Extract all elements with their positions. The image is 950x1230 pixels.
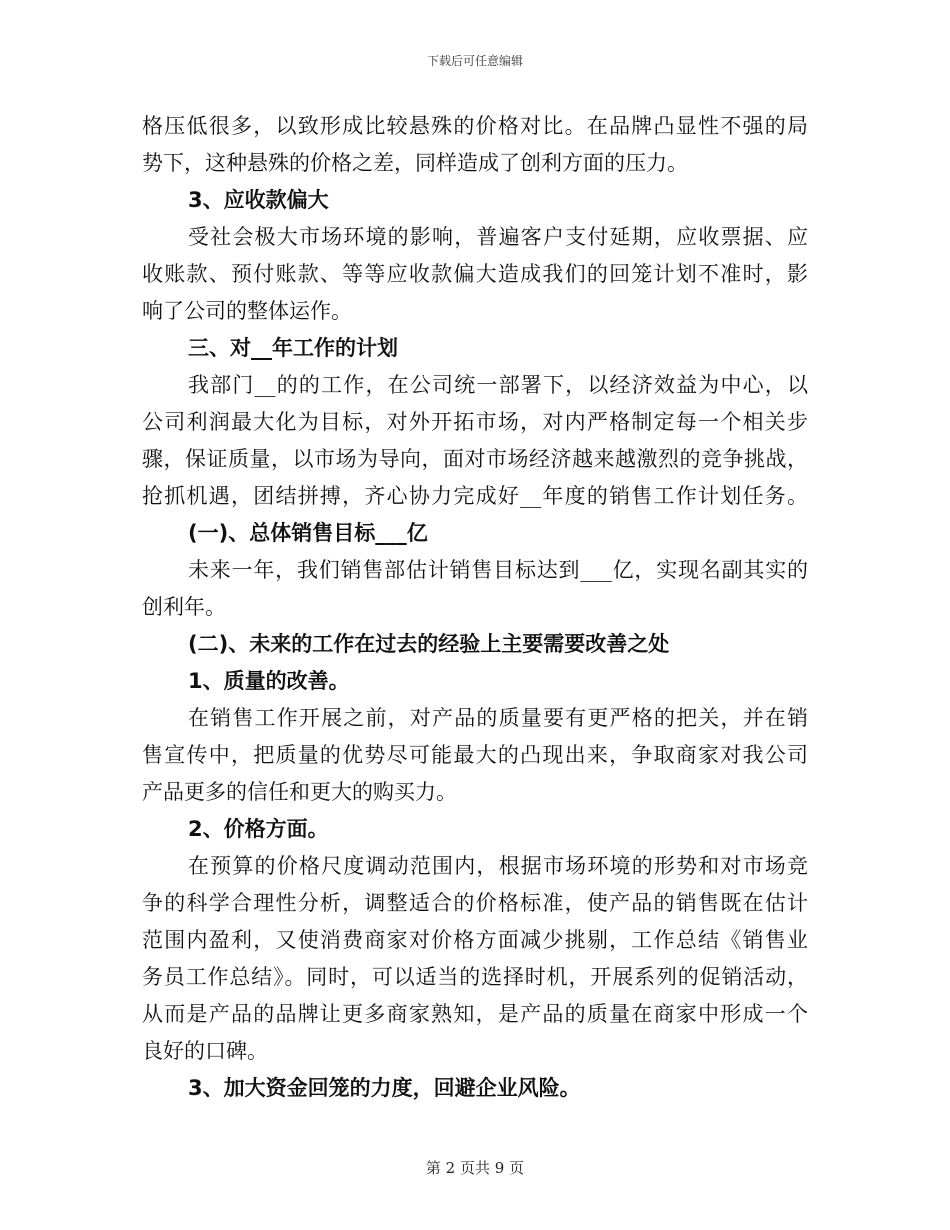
text-line: 售宣传中，把质量的优势尽可能最大的凸现出来，争取商家对我公司 bbox=[142, 743, 808, 767]
text-line: 在预算的价格尺度调动范围内，根据市场环境的形势和对市场竞 bbox=[188, 854, 808, 878]
text-line: 骤，保证质量，以市场为导向，面对市场经济越来越激烈的竞争挑战， bbox=[142, 447, 808, 471]
text-line: 我部门__的的工作，在公司统一部署下，以经济效益为中心，以 bbox=[188, 373, 808, 397]
text-line: 势下，这种悬殊的价格之差，同样造成了创利方面的压力。 bbox=[142, 151, 688, 175]
text-line: 从而是产品的品牌让更多商家熟知，是产品的质量在商家中形成一个 bbox=[142, 1002, 808, 1026]
text-line: 良好的口碑。 bbox=[142, 1039, 268, 1063]
section-heading: 2、价格方面。 bbox=[188, 817, 329, 841]
text-line: 未来一年，我们销售部估计销售目标达到___亿，实现名副其实的 bbox=[188, 558, 808, 582]
text-line: 争的科学合理性分析，调整适合的价格标准，使产品的销售既在估计 bbox=[142, 891, 808, 915]
page-footer: 第 2 页共 9 页 bbox=[425, 1159, 525, 1177]
text-line: 受社会极大市场环境的影响，普遍客户支付延期，应收票据、应 bbox=[188, 225, 808, 249]
section-heading: 3、加大资金回笼的力度，回避企业风险。 bbox=[188, 1076, 581, 1100]
page-header: 下载后可任意编辑 bbox=[426, 54, 523, 68]
text-line: 抢抓机遇，团结拼搏，齐心协力完成好__年度的销售工作计划任务。 bbox=[142, 484, 808, 508]
section-heading: 1、质量的改善。 bbox=[188, 669, 350, 693]
text-line: 收账款、预付账款、等等应收款偏大造成我们的回笼计划不准时，影 bbox=[142, 262, 808, 286]
text-line: 务员工作总结》。同时，可以适当的选择时机，开展系列的促销活动， bbox=[142, 965, 808, 989]
section-heading: (一)、总体销售目标___亿 bbox=[188, 521, 428, 545]
text-line: 创利年。 bbox=[142, 595, 226, 619]
text-line: 范围内盈利，又使消费商家对价格方面减少挑剔，工作总结《销售业 bbox=[142, 928, 808, 952]
section-heading: (二)、未来的工作在过去的经验上主要需要改善之处 bbox=[188, 632, 670, 656]
text-line: 产品更多的信任和更大的购买力。 bbox=[142, 780, 457, 804]
document-body bbox=[142, 108, 808, 1107]
text-line: 响了公司的整体运作。 bbox=[142, 299, 352, 323]
text-line: 公司利润最大化为目标，对外开拓市场，对内严格制定每一个相关步 bbox=[142, 410, 808, 434]
text-line: 在销售工作开展之前，对产品的质量要有更严格的把关，并在销 bbox=[188, 706, 808, 730]
text-line: 格压低很多，以致形成比较悬殊的价格对比。在品牌凸显性不强的局 bbox=[142, 114, 808, 138]
section-heading: 三、对__年工作的计划 bbox=[188, 336, 398, 360]
section-heading: 3、应收款偏大 bbox=[188, 188, 329, 212]
